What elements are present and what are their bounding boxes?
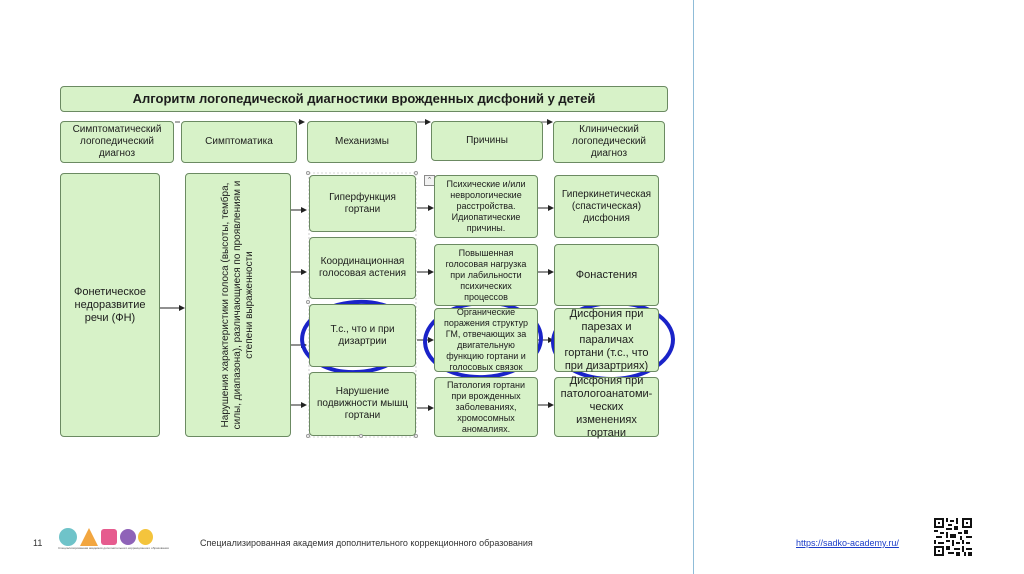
academy-name: Специализированная академия дополнительного коррекционного образования bbox=[200, 538, 533, 548]
sadko-logo bbox=[58, 527, 169, 553]
layout-options-icon[interactable]: ⌃ bbox=[424, 175, 435, 186]
cause-box-3: Органические поражения структур ГМ, отвечающих за двигательную функцию гортани и голосовых связок bbox=[434, 308, 538, 372]
header-mechanisms: Механизмы bbox=[307, 121, 417, 163]
cause-box-4: Патология гортани при врожденных заболеваниях, хромосомных аномалиях. bbox=[434, 377, 538, 437]
mechanism-box-2: Координационная голосовая астения bbox=[309, 237, 416, 299]
cause-box-2: Повышенная голосовая нагрузка при лабильности психических процессов bbox=[434, 244, 538, 306]
symptoms-text: Нарушения характеристики голоса (высоты, тембра, силы, диапазона), различающиеся по проявлениям и степени выраженности bbox=[220, 180, 255, 430]
header-clinical-diagnosis: Клинический логопедический диагноз bbox=[553, 121, 665, 163]
logo-caption: Специализированная академия дополнительного коррекционного образования bbox=[58, 546, 169, 550]
symptoms-box bbox=[185, 173, 291, 437]
clinical-box-1: Гиперкинетическая (спастическая) дисфония bbox=[554, 175, 659, 238]
header-symptomatics: Симптоматика bbox=[181, 121, 297, 163]
cause-box-1: Психические и/или неврологические расстройства. Идиопатические причины. bbox=[434, 175, 538, 238]
selection-handle[interactable] bbox=[306, 171, 310, 175]
clinical-box-2: Фонастения bbox=[554, 244, 659, 306]
clinical-box-4: Дисфония при патологоанатоми-ческих изменениях гортани bbox=[554, 377, 659, 437]
mechanism-box-3: Т.с., что и при дизартрии bbox=[309, 304, 416, 367]
selection-handle[interactable] bbox=[306, 434, 310, 438]
header-causes: Причины bbox=[431, 121, 543, 161]
mechanism-box-4: Нарушение подвижности мышц гортани bbox=[309, 372, 416, 436]
mechanism-box-1: Гиперфункция гортани bbox=[309, 175, 416, 232]
clinical-box-3: Дисфония при парезах и параличах гортани (т.с., что при дизартриях) bbox=[554, 308, 659, 372]
diagnosis-box: Фонетическое недоразвитие речи (ФН) bbox=[60, 173, 160, 437]
qr-code bbox=[934, 518, 972, 556]
diagram-title: Алгоритм логопедической диагностики врожденных дисфоний у детей bbox=[60, 86, 668, 112]
selection-handle[interactable] bbox=[359, 434, 363, 438]
selection-handle[interactable] bbox=[306, 300, 310, 304]
qr-code-graphic bbox=[934, 518, 972, 556]
header-symptomatic-diagnosis: Симптоматический логопедический диагноз bbox=[60, 121, 174, 163]
sadko-logo-mark bbox=[58, 527, 154, 547]
selection-handle[interactable] bbox=[414, 434, 418, 438]
page-number: 11 bbox=[33, 538, 43, 548]
site-link[interactable]: https://sadko-academy.ru/ bbox=[796, 538, 899, 548]
selection-handle[interactable] bbox=[414, 171, 418, 175]
